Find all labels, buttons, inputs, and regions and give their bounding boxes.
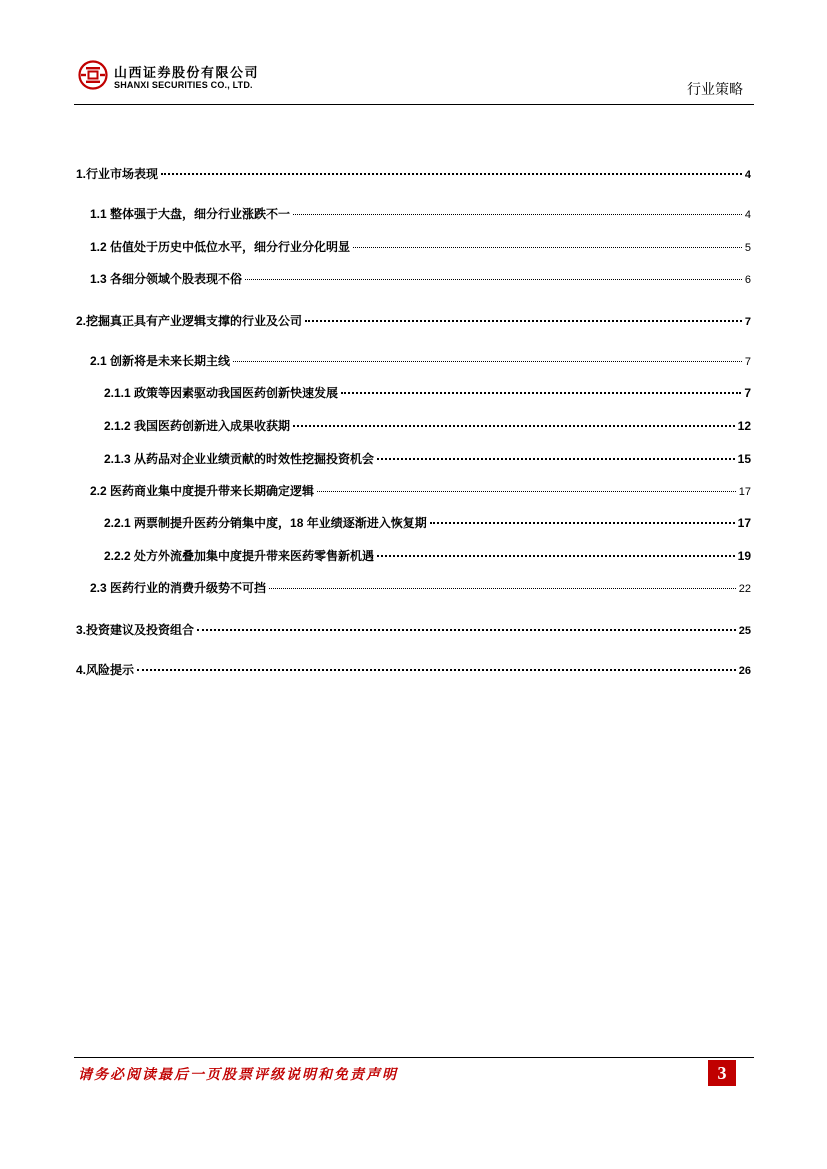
disclaimer-text: 请务必阅读最后一页股票评级说明和免责声明	[78, 1067, 398, 1083]
toc-title: 2.2.2 处方外流叠加集中度提升带来医药零售新机遇	[104, 549, 375, 563]
toc-entry[interactable]	[90, 353, 751, 369]
toc-page: 7	[744, 316, 751, 328]
toc-entry[interactable]	[76, 166, 751, 182]
toc-title: 2.1 创新将是未来长期主线	[90, 354, 231, 368]
toc-title: 1.3 各细分领域个股表现不俗	[90, 272, 243, 286]
toc-title: 2.挖掘真正具有产业逻辑支撑的行业及公司	[76, 314, 303, 328]
page-number: 3	[708, 1060, 736, 1086]
toc-page: 25	[738, 625, 751, 637]
toc-entry[interactable]	[104, 451, 751, 467]
toc-title: 1.1 整体强于大盘，细分行业涨跌不一	[90, 207, 291, 221]
toc-entry[interactable]	[76, 313, 751, 329]
company-name-cn: 山西证券股份有限公司	[114, 65, 260, 80]
toc-entry[interactable]	[90, 239, 751, 255]
toc-entry[interactable]	[104, 548, 751, 564]
toc-title: 4.风险提示	[76, 663, 135, 677]
toc-page: 15	[737, 452, 751, 466]
toc-page: 19	[737, 549, 751, 563]
toc-entry[interactable]	[104, 385, 751, 401]
toc-title: 1.行业市场表现	[76, 167, 159, 181]
toc-title: 2.2.1 两票制提升医药分销集中度，18 年业绩逐渐进入恢复期	[104, 516, 427, 530]
toc-page: 7	[744, 386, 751, 400]
footer-divider	[74, 1057, 754, 1058]
toc-page: 6	[744, 274, 751, 286]
toc-entry[interactable]	[76, 622, 751, 638]
toc-title: 2.1.1 政策等因素驱动我国医药创新快速发展	[104, 386, 339, 400]
header-divider	[74, 104, 754, 105]
toc-page: 22	[738, 583, 751, 595]
toc-title: 2.2 医药商业集中度提升带来长期确定逻辑	[90, 484, 315, 498]
shanxi-securities-logo-icon	[78, 60, 108, 90]
toc-title: 3.投资建议及投资组合	[76, 623, 195, 637]
document-type: 行业策略	[687, 81, 743, 97]
toc-entry[interactable]	[90, 271, 751, 287]
toc-page: 17	[738, 486, 751, 498]
toc-page: 4	[744, 169, 751, 181]
toc-page: 4	[744, 209, 751, 221]
toc-entry[interactable]	[90, 580, 751, 596]
toc-page: 17	[737, 516, 751, 530]
toc-title: 2.1.2 我国医药创新进入成果收获期	[104, 419, 291, 433]
toc-page: 5	[744, 242, 751, 254]
toc-page: 26	[738, 665, 751, 677]
toc-entry[interactable]	[90, 206, 751, 222]
toc-entry[interactable]	[104, 515, 751, 531]
toc-title: 2.1.3 从药品对企业业绩贡献的时效性挖掘投资机会	[104, 452, 375, 466]
toc-entry[interactable]	[76, 662, 751, 678]
toc-entry[interactable]	[104, 418, 751, 434]
toc-entry[interactable]	[90, 483, 751, 499]
toc-title: 2.3 医药行业的消费升级势不可挡	[90, 581, 267, 595]
toc-page: 7	[744, 356, 751, 368]
toc-title: 1.2 估值处于历史中低位水平，细分行业分化明显	[90, 240, 351, 254]
toc-page: 12	[737, 419, 751, 433]
company-name-en: SHANXI SECURITIES CO., LTD.	[114, 80, 253, 90]
